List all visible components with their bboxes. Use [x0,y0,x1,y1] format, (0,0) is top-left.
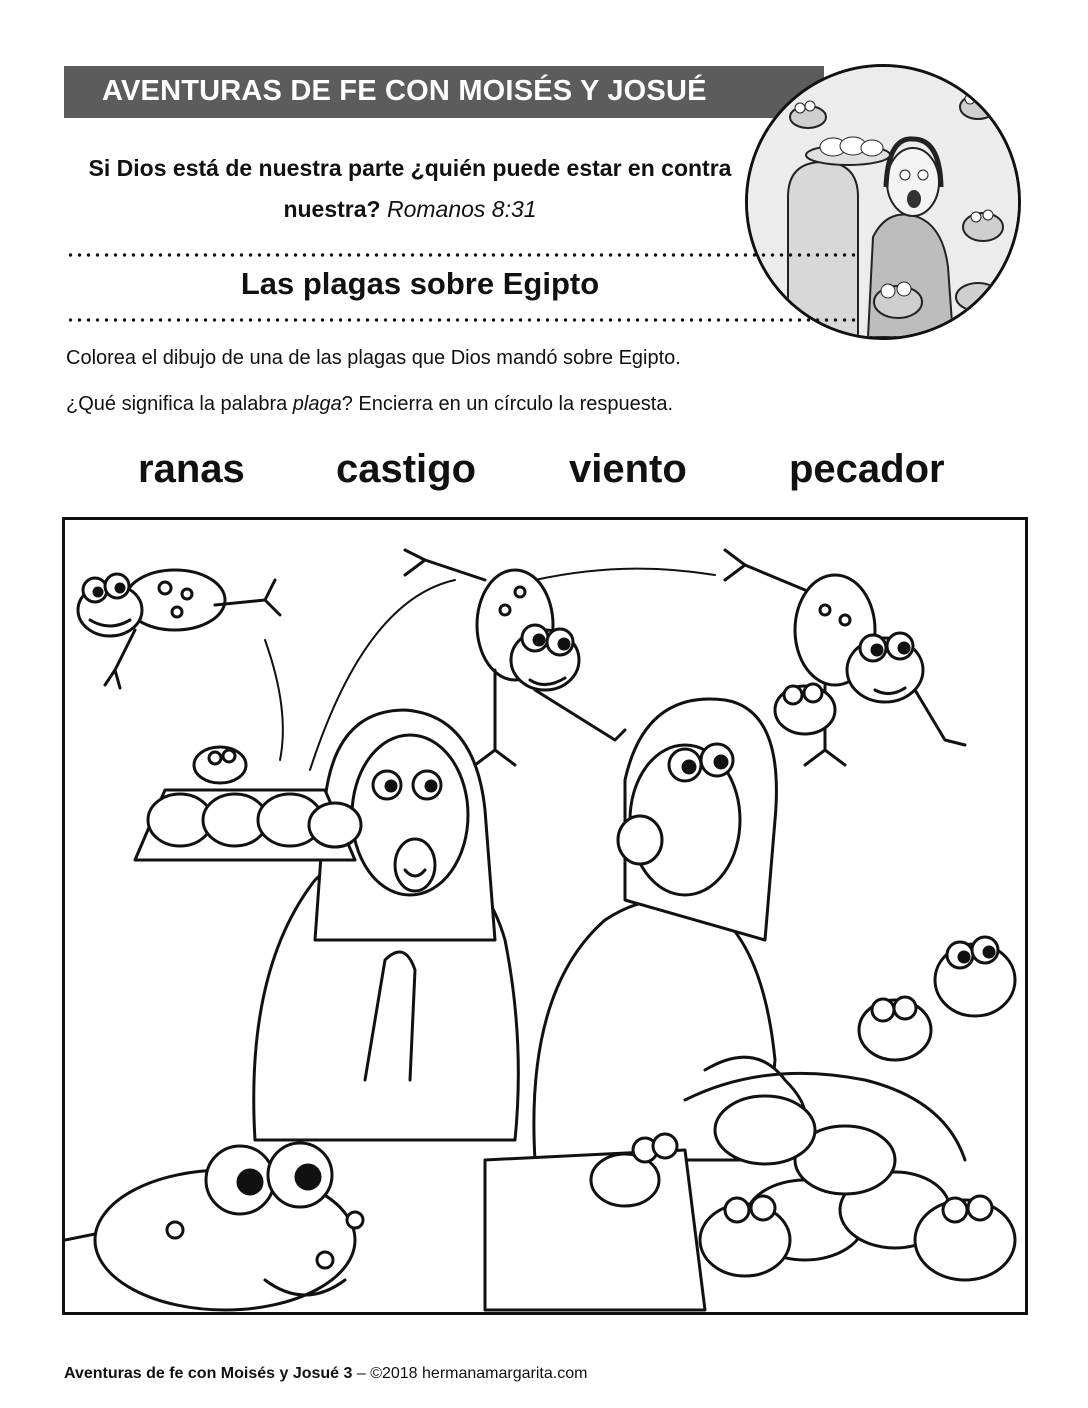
dotted-divider-top [66,253,856,257]
dotted-divider-bottom [66,318,856,322]
title-banner [64,66,824,118]
bible-verse [80,148,740,230]
option-pecador[interactable]: pecador [789,447,945,491]
instruction-question [66,393,673,416]
instruction-color: Colorea el dibujo de una de las plagas que Dios mandó sobre Egipto. [66,347,681,369]
option-viento[interactable]: viento [569,447,687,491]
section-title: Las plagas sobre Egipto [240,266,600,301]
answer-options [0,447,1088,497]
footer-book-title: Aventuras de fe con Moisés y Josué 3 [64,1365,353,1382]
question-text-after: ? Encierra en un círculo la respuesta. [341,393,674,415]
question-keyword: plaga [292,393,342,415]
option-ranas[interactable]: ranas [138,447,245,491]
medallion-illustration [748,67,1018,337]
footer-copyright: – ©2018 hermanamargarita.com [352,1365,588,1382]
verse-text: Si Dios está de nuestra parte ¿quién puede estar en contra nuestra? [88,155,732,222]
footer [64,1365,587,1383]
coloring-illustration-frame [62,517,1028,1315]
banner-title: AVENTURAS DE FE CON MOISÉS Y JOSUÉ [102,75,707,107]
frog-scene-medallion [745,64,1021,340]
frog-plague-coloring-illustration [65,520,1025,1312]
verse-reference: Romanos 8:31 [386,196,537,222]
question-text-before: ¿Qué significa la palabra [66,393,293,415]
option-castigo[interactable]: castigo [336,447,477,491]
